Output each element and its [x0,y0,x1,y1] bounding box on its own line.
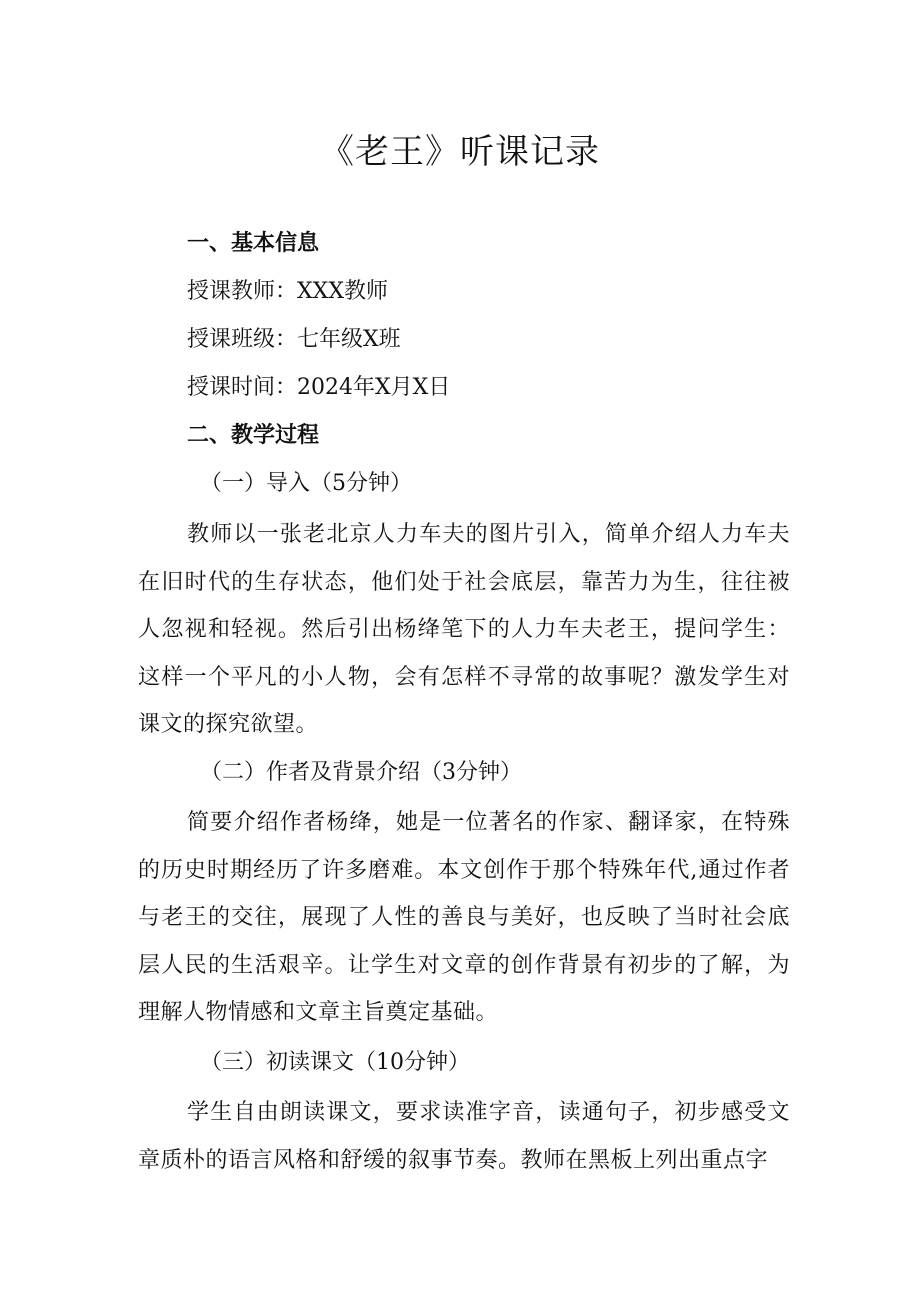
subsection-heading-intro: （一）导入（5分钟） [200,471,412,496]
document-title: 《老王》听课记录 [320,132,600,172]
time-info: 授课时间：2024年X月X日 [187,375,451,400]
section-heading-teaching-process: 二、教学过程 [187,423,320,448]
subsection-heading-author-background: （二）作者及背景介绍（3分钟） [200,760,522,785]
paragraph-intro: 教师以一张老北京人力车夫的图片引入，简单介绍人力车夫在旧时代的生存状态，他们处于社会底层，靠苦力为生，往往被人忽视和轻视。然后引出杨绛笔下的人力车夫老王，提问学生：这样一个平凡的小人物，会有怎样不寻常的故事呢？激发学生对课文的探究欲望。 [138,522,790,737]
paragraph-first-reading: 学生自由朗读课文，要求读准字音，读通句子，初步感受文章质朴的语言风格和舒缓的叙事节奏。教师在黑板上列出重点字 [138,1100,790,1173]
teacher-info: 授课教师：XXX教师 [187,279,388,304]
subsection-heading-first-reading: （三）初读课文（10分钟） [200,1050,470,1075]
paragraph-author-background: 简要介绍作者杨绛，她是一位著名的作家、翻译家，在特殊的历史时期经历了许多磨难。本文创作于那个特殊年代,通过作者与老王的交往，展现了人性的善良与美好，也反映了当时社会底层人民的生活艰辛。让学生对文章的创作背景有初步的了解，为理解人物情感和文章主旨奠定基础。 [138,810,790,1025]
class-info: 授课班级：七年级X班 [187,327,401,352]
section-heading-basic-info: 一、基本信息 [187,231,320,256]
